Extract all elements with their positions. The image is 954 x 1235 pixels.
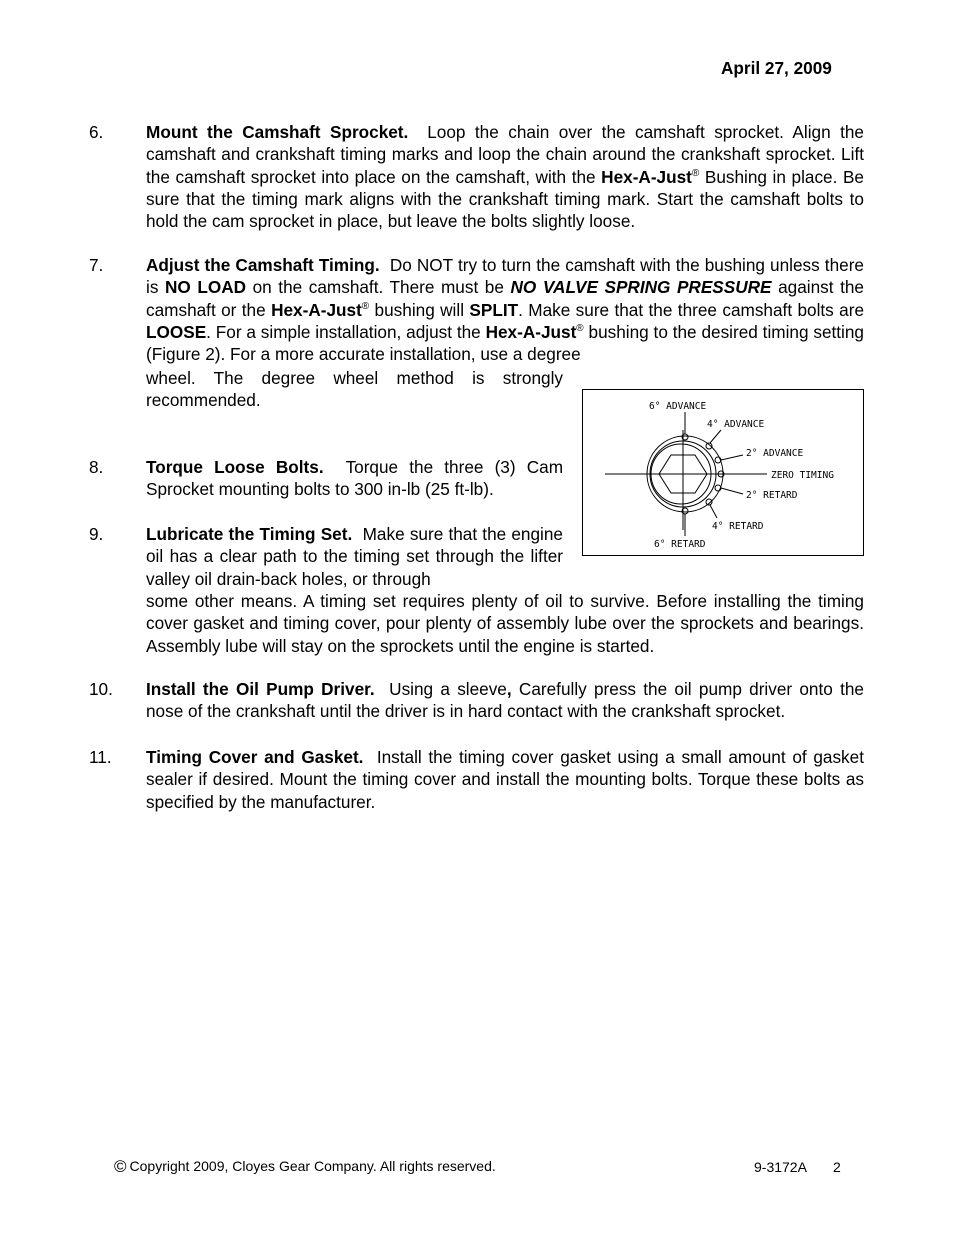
- step-6-text: Mount the Camshaft Sprocket. Loop the chain over the camshaft sprocket. Align the camshaft and crankshaft timing marks and loop the chain around the crankshaft sprocket. Lift the camshaft sprocket into place on the camshaft, with the Hex-A-Just® Bushing in place. Be sure that the timing mark aligns with the crankshaft timing mark. Start the camshaft bolts to hold the cam sprocket in place, but leave the bolts slightly loose.: [146, 122, 864, 232]
- step-title: Adjust the Camshaft Timing.: [146, 255, 380, 275]
- hex-bushing-diagram: [583, 390, 865, 557]
- step-7-text: Adjust the Camshaft Timing. Do NOT try to turn the camshaft with the bushing unless there is NO LOAD on the camshaft. There must be NO VALVE SPRING PRESSURE against the camshaft or the Hex-A-Just® bushing will SPLIT. Make sure that the three camshaft bolts are LOOSE. For a simple installation, adjust the Hex-A-Just® bushing to the desired timing setting (Figure 2). For a more accurate installation, use a degree: [146, 255, 864, 365]
- step-title: Torque Loose Bolts.: [146, 457, 324, 477]
- part-number: 9-3172A: [754, 1159, 807, 1175]
- label-6-retard: 6° RETARD: [654, 539, 706, 550]
- step-11-text: Timing Cover and Gasket. Install the timing cover gasket using a small amount of gasket sealer if desired. Mount the timing cover and install the mounting bolts. Torque these bolts as specified by the manufacturer.: [146, 747, 864, 812]
- step-number: 10.: [89, 679, 113, 699]
- label-2-retard: 2° RETARD: [746, 490, 798, 501]
- step-title: Install the Oil Pump Driver.: [146, 679, 375, 699]
- label-6-advance: 6° ADVANCE: [649, 401, 707, 412]
- step-title: Mount the Camshaft Sprocket.: [146, 122, 409, 142]
- label-2-advance: 2° ADVANCE: [746, 448, 804, 459]
- label-4-retard: 4° RETARD: [712, 521, 764, 532]
- document-date: April 27, 2009: [721, 58, 832, 78]
- step-number: 9.: [89, 524, 104, 544]
- copyright-icon: ©: [114, 1157, 127, 1176]
- step-number: 8.: [89, 457, 104, 477]
- registered-mark: ®: [361, 300, 370, 312]
- step-title: Lubricate the Timing Set.: [146, 524, 353, 544]
- brand-name: Hex-A-Just: [485, 321, 577, 342]
- step-number: 7.: [89, 255, 104, 275]
- page-number: 2: [833, 1159, 841, 1175]
- timing-adjustment-figure: [582, 389, 864, 556]
- warning-emphasis: NO VALVE SPRING PRESSURE: [510, 277, 772, 298]
- label-zero-timing: ZERO TIMING: [771, 470, 834, 481]
- step-10-text: Install the Oil Pump Driver. Using a sleeve, Carefully press the oil pump driver onto the nose of the crankshaft until the driver is in hard contact with the crankshaft sprocket.: [146, 679, 864, 722]
- step-9-text-continued: some other means. A timing set requires plenty of oil to survive. Before installing the timing cover gasket and timing cover, pour plenty of assembly lube over the sprockets and bearings. Assembly lube will stay on the sprockets until the engine is started.: [146, 591, 864, 656]
- registered-mark: ®: [576, 322, 584, 334]
- step-9-text: Lubricate the Timing Set. Make sure that the engine oil has a clear path to the timing set through the lifter valley oil drain-back holes, or through: [146, 524, 563, 589]
- step-title: Timing Cover and Gasket.: [146, 747, 364, 767]
- label-4-advance: 4° ADVANCE: [707, 419, 765, 430]
- step-number: 6.: [89, 122, 104, 142]
- brand-name: Hex-A-Just: [601, 166, 692, 187]
- step-7-text-continued: wheel. The degree wheel method is strongly recommended.: [146, 368, 563, 411]
- step-8-text: Torque Loose Bolts. Torque the three (3) Cam Sprocket mounting bolts to 300 in-lb (25 ft-lb).: [146, 457, 564, 500]
- brand-name: Hex-A-Just: [271, 299, 362, 320]
- copyright-notice: © Copyright 2009, Cloyes Gear Company. All rights reserved.: [114, 1157, 496, 1176]
- step-number: 11.: [89, 747, 112, 767]
- registered-mark: ®: [691, 167, 700, 179]
